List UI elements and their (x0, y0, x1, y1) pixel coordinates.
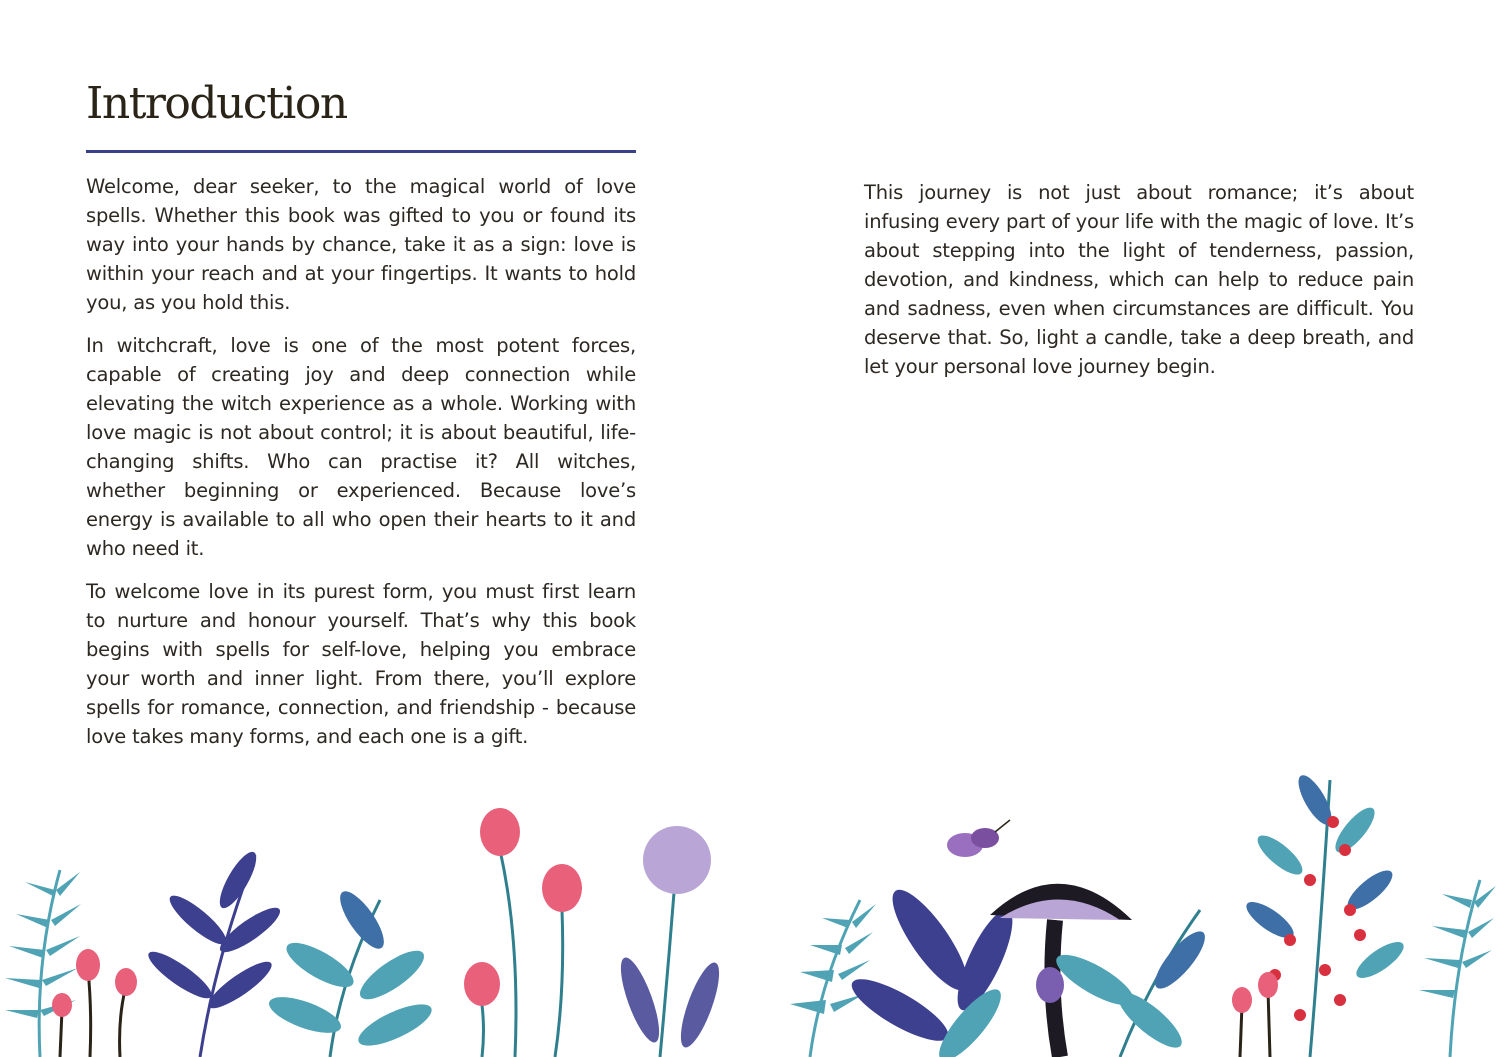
title-underline (86, 150, 636, 153)
paragraph: To welcome love in its purest form, you must first learn to nurture and honour yourself. That’s why this book begins with spells for self-love, helping you embrace your worth and inner light. From there, you’ll explore spells for romance, connection, and friendship - because love takes many forms, and each one is a gift. (86, 580, 636, 748)
fern-icon (1419, 880, 1496, 1057)
right-column (864, 178, 1414, 395)
clover-flower-icon (464, 808, 582, 1057)
mushroom-icon (52, 949, 137, 1057)
paragraph: This journey is not just about romance; it’s about infusing every part of your life with the magic of love. It’s about stepping into the light of tenderness, passion, devotion, and kindness, which can help to reduce pain and sadness, even when circumstances are difficult. You deserve that. So, light a candle, take a deep breath, and let your personal love journey begin. (864, 181, 1414, 378)
fern-icon (5, 870, 81, 1057)
left-column (86, 172, 636, 765)
page-title: Introduction (86, 78, 347, 129)
thistle-flower-icon (613, 826, 726, 1057)
leaf-branch-icon (143, 847, 285, 1057)
fern-icon (790, 900, 876, 1057)
leaf-branch-icon (844, 881, 1022, 1057)
paragraph: In witchcraft, love is one of the most potent forces, capable of creating joy and deep connection while elevating the witch experience as a whole. Working with love magic is not about control; it is about beautiful, life-changing shifts. Who can practise it? All witches, whether beginning or experienced. Because love’s energy is available to all who open their hearts to it and who need it. (86, 334, 636, 560)
paragraph: Welcome, dear seeker, to the magical world of love spells. Whether this book was gifted to you or found its way into your hands by chance, take it as a sign: love is within your reach and at your fingertips. It wants to hold you, as you hold this. (86, 175, 636, 314)
mushroom-icon (1232, 972, 1278, 1057)
leaf-branch-icon (1050, 910, 1212, 1057)
berry-branch-icon (1241, 771, 1408, 1057)
botanical-illustration (0, 760, 1500, 1057)
leaf-branch-icon (265, 885, 437, 1057)
moth-icon (947, 820, 1010, 857)
